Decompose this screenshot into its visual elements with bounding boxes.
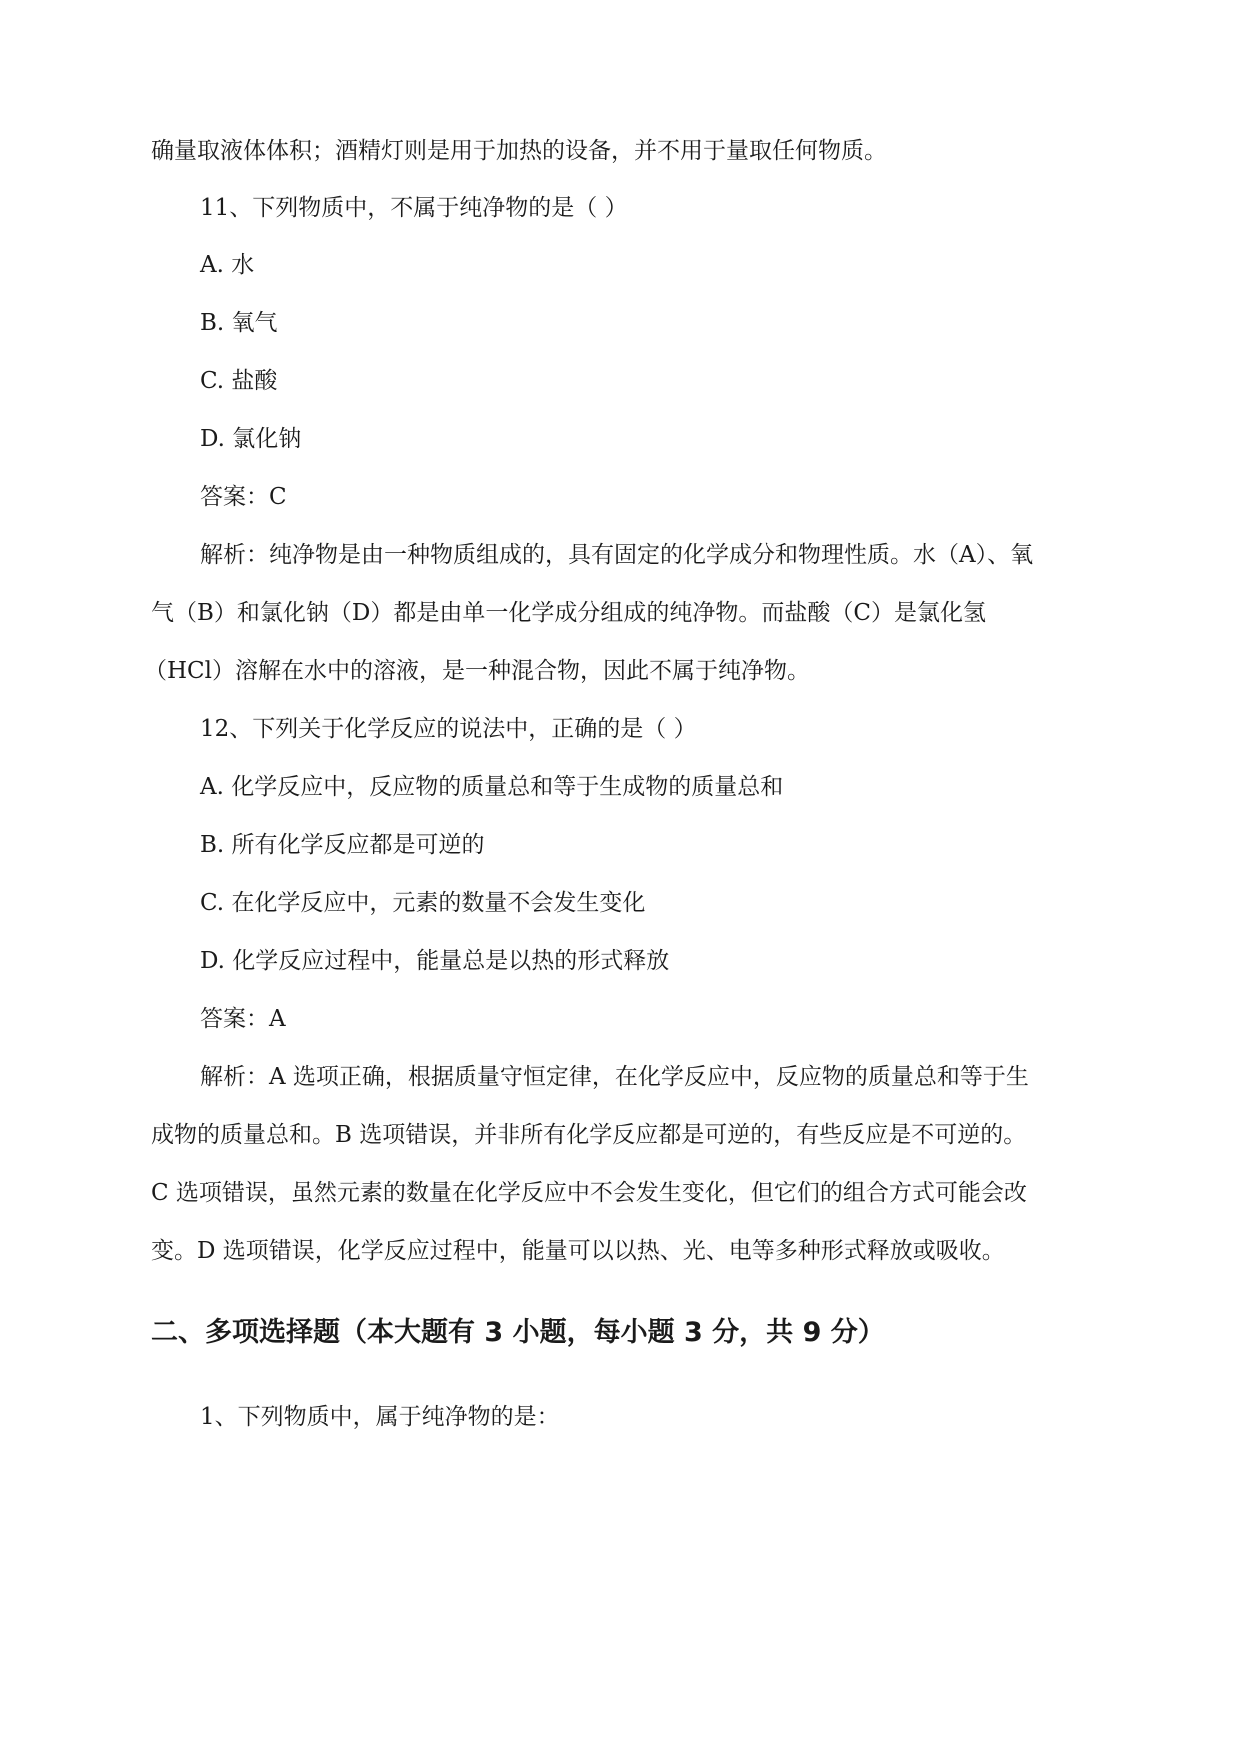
intro-continuation: 确量取液体体积；酒精灯则是用于加热的设备，并不用于量取任何物质。 (151, 138, 887, 164)
question-12-analysis-line-4: 变。D 选项错误，化学反应过程中，能量可以以热、光、电等多种形式释放或吸收。 (151, 1238, 1005, 1264)
question-12-answer: 答案：A (200, 1006, 286, 1032)
question-12-analysis-line-1: 解析：A 选项正确，根据质量守恒定律，在化学反应中，反应物的质量总和等于生 (200, 1064, 1029, 1090)
section-2-heading: 二、多项选择题（本大题有 3 小题，每小题 3 分，共 9 分） (151, 1317, 885, 1348)
question-11-analysis-line-3: （HCl）溶解在水中的溶液，是一种混合物，因此不属于纯净物。 (144, 658, 811, 684)
question-12-option-a: A. 化学反应中，反应物的质量总和等于生成物的质量总和 (200, 774, 784, 800)
question-12-option-b: B. 所有化学反应都是可逆的 (200, 832, 485, 858)
question-11-answer: 答案：C (200, 484, 287, 510)
question-11-option-c: C. 盐酸 (200, 368, 278, 394)
question-12-analysis-line-2: 成物的质量总和。B 选项错误，并非所有化学反应都是可逆的，有些反应是不可逆的。 (151, 1122, 1027, 1148)
question-11-option-d: D. 氯化钠 (200, 426, 302, 452)
question-12-option-c: C. 在化学反应中，元素的数量不会发生变化 (200, 890, 646, 916)
question-11-analysis-line-1: 解析：纯净物是由一种物质组成的，具有固定的化学成分和物理性质。水（A）、氧 (200, 542, 1034, 568)
section-2-question-1-stem: 1、下列物质中，属于纯净物的是： (200, 1404, 560, 1430)
question-11-stem: 11、下列物质中，不属于纯净物的是（ ） (200, 195, 628, 221)
question-12-analysis-line-3: C 选项错误，虽然元素的数量在化学反应中不会发生变化，但它们的组合方式可能会改 (151, 1180, 1027, 1206)
question-11-option-a: A. 水 (200, 252, 255, 278)
question-11-analysis-line-2: 气（B）和氯化钠（D）都是由单一化学成分组成的纯净物。而盐酸（C）是氯化氢 (151, 600, 986, 626)
question-11-option-b: B. 氧气 (200, 310, 278, 336)
question-12-stem: 12、下列关于化学反应的说法中，正确的是（ ） (200, 716, 697, 742)
question-12-option-d: D. 化学反应过程中，能量总是以热的形式释放 (200, 948, 670, 974)
